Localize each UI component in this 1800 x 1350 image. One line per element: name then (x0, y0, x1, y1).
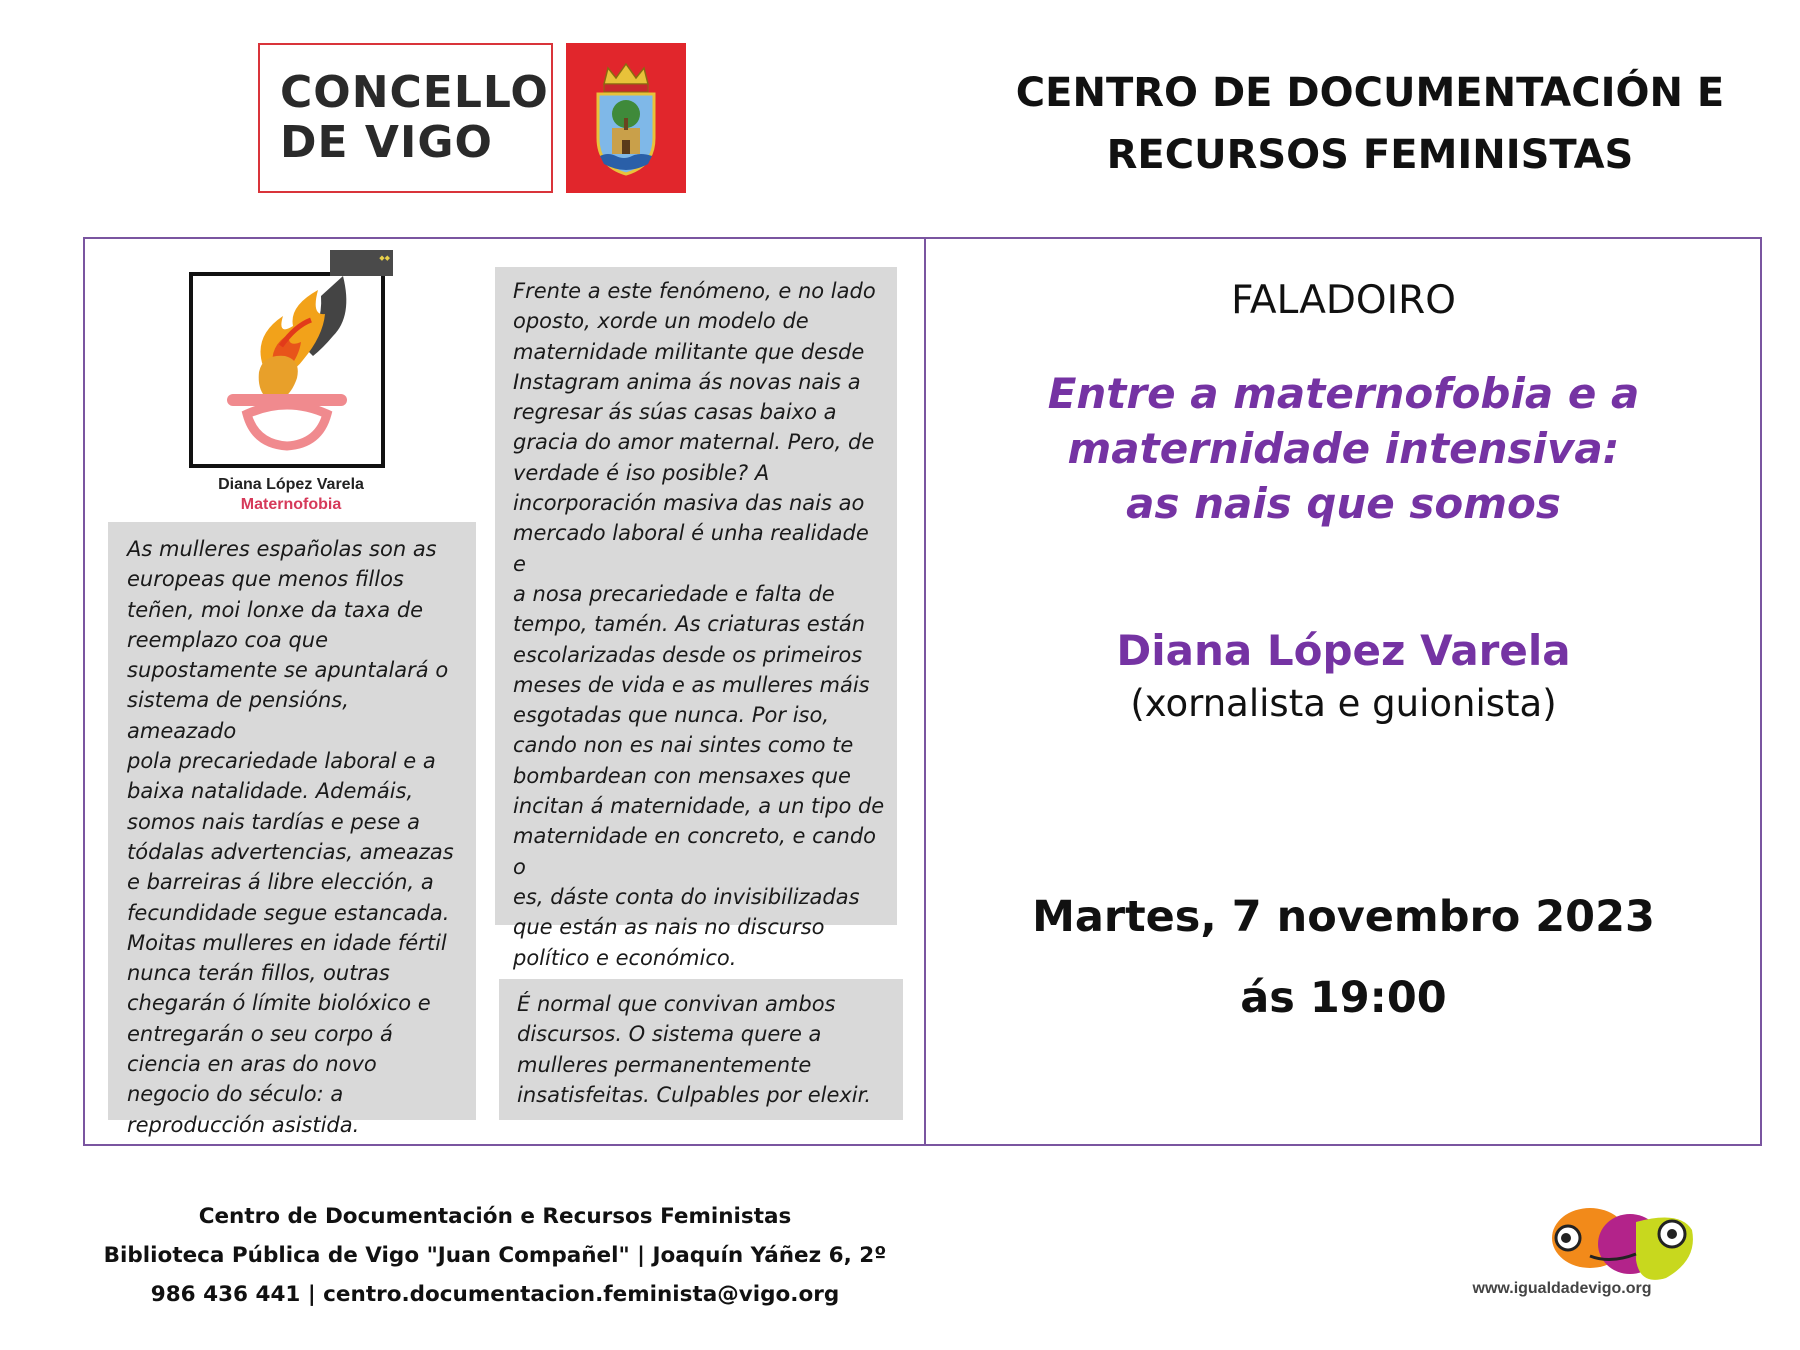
center-title (990, 62, 1750, 186)
logo-line-1: CONCELLO (280, 67, 549, 118)
pacifier-flame-icon (193, 276, 381, 464)
book-author: Diana López Varela (218, 476, 364, 493)
footer-line-2: Biblioteca Pública de Vigo "Juan Compañel" | Joaquín Yáñez 6, 2º (103, 1243, 887, 1268)
book-cover-art (189, 272, 385, 468)
synopsis-box-middle: Frente a este fenómeno, e no lado oposto, xorde un modelo de maternidade militante que desde Instagram anima ás novas nais a regresar ás súas casas baixo a gracia do amor maternal. Pero, de verdade é iso posible? A incorporación masiva das nais ao mercado laboral é unha realidade e a nosa precariedade e falta de tempo, tamén. As criaturas están escolarizadas desde os primeiros meses de vida e as mulleres máis esgotadas que nunca. Por iso, cando non es nai sintes como te bombardean con mensaxes que incitan á maternidade, a un tipo de maternidade en concreto, e cando o es, dáste conta do invisibilizadas que están as nais no discurso político e económico. (495, 267, 897, 925)
concello-de-vigo-logo (258, 43, 553, 193)
event-title (925, 366, 1762, 531)
event-time: ás 19:00 (1240, 973, 1447, 1023)
footer-line-1: Centro de Documentación e Recursos Feministas (198, 1204, 792, 1229)
publisher-mark: ◆◆ (330, 250, 393, 276)
logo-line-2: DE VIGO (280, 117, 493, 168)
vigo-crest-icon (566, 43, 686, 193)
event-title-line-3: as nais que somos (1126, 479, 1561, 528)
book-cover (185, 250, 397, 520)
center-title-line-2: RECURSOS FEMINISTAS (1106, 132, 1634, 178)
event-date: Martes, 7 novembro 2023 (1032, 892, 1655, 942)
speaker-role: (xornalista e guionista) (1130, 682, 1557, 725)
footer-contact (100, 1197, 890, 1314)
event-type: FALADOIRO (1231, 278, 1456, 323)
synopsis-box-left: As mulleres españolas son as europeas que menos fillos teñen, moi lonxe da taxa de reemplazo coa que supostamente se apuntalará o sistema de pensións, ameazado pola precariedade laboral e a baixa natalidade. Ademáis, somos nais tardías e pese a tódalas advertencias, ameazas e barreiras á libre elección, a fecundidade segue estancada. Moitas mulleres en idade fértil nunca terán fillos, outras chegarán ó límite biolóxico e entregarán o seu corpo á ciencia en aras do novo negocio do século: a reproducción asistida. (108, 522, 476, 1120)
speaker-name: Diana López Varela (1116, 626, 1571, 675)
book-title: Maternofobia (240, 496, 342, 513)
igualdade-vigo-logo-icon (1440, 1200, 1730, 1320)
footer-line-3: 986 436 441 | centro.documentacion.feminista@vigo.org (150, 1282, 840, 1307)
event-title-line-1: Entre a maternofobia e a (1047, 369, 1640, 418)
center-title-line-1: CENTRO DE DOCUMENTACIÓN E (1015, 70, 1725, 116)
igualdade-url[interactable]: www.igualdadevigo.org (1472, 1280, 1652, 1297)
synopsis-box-bottom: É normal que convivan ambos discursos. O sistema quere a mulleres permanentemente insatisfeitas. Culpables por elexir. (499, 979, 903, 1120)
event-title-line-2: maternidade intensiva: (1067, 424, 1620, 473)
